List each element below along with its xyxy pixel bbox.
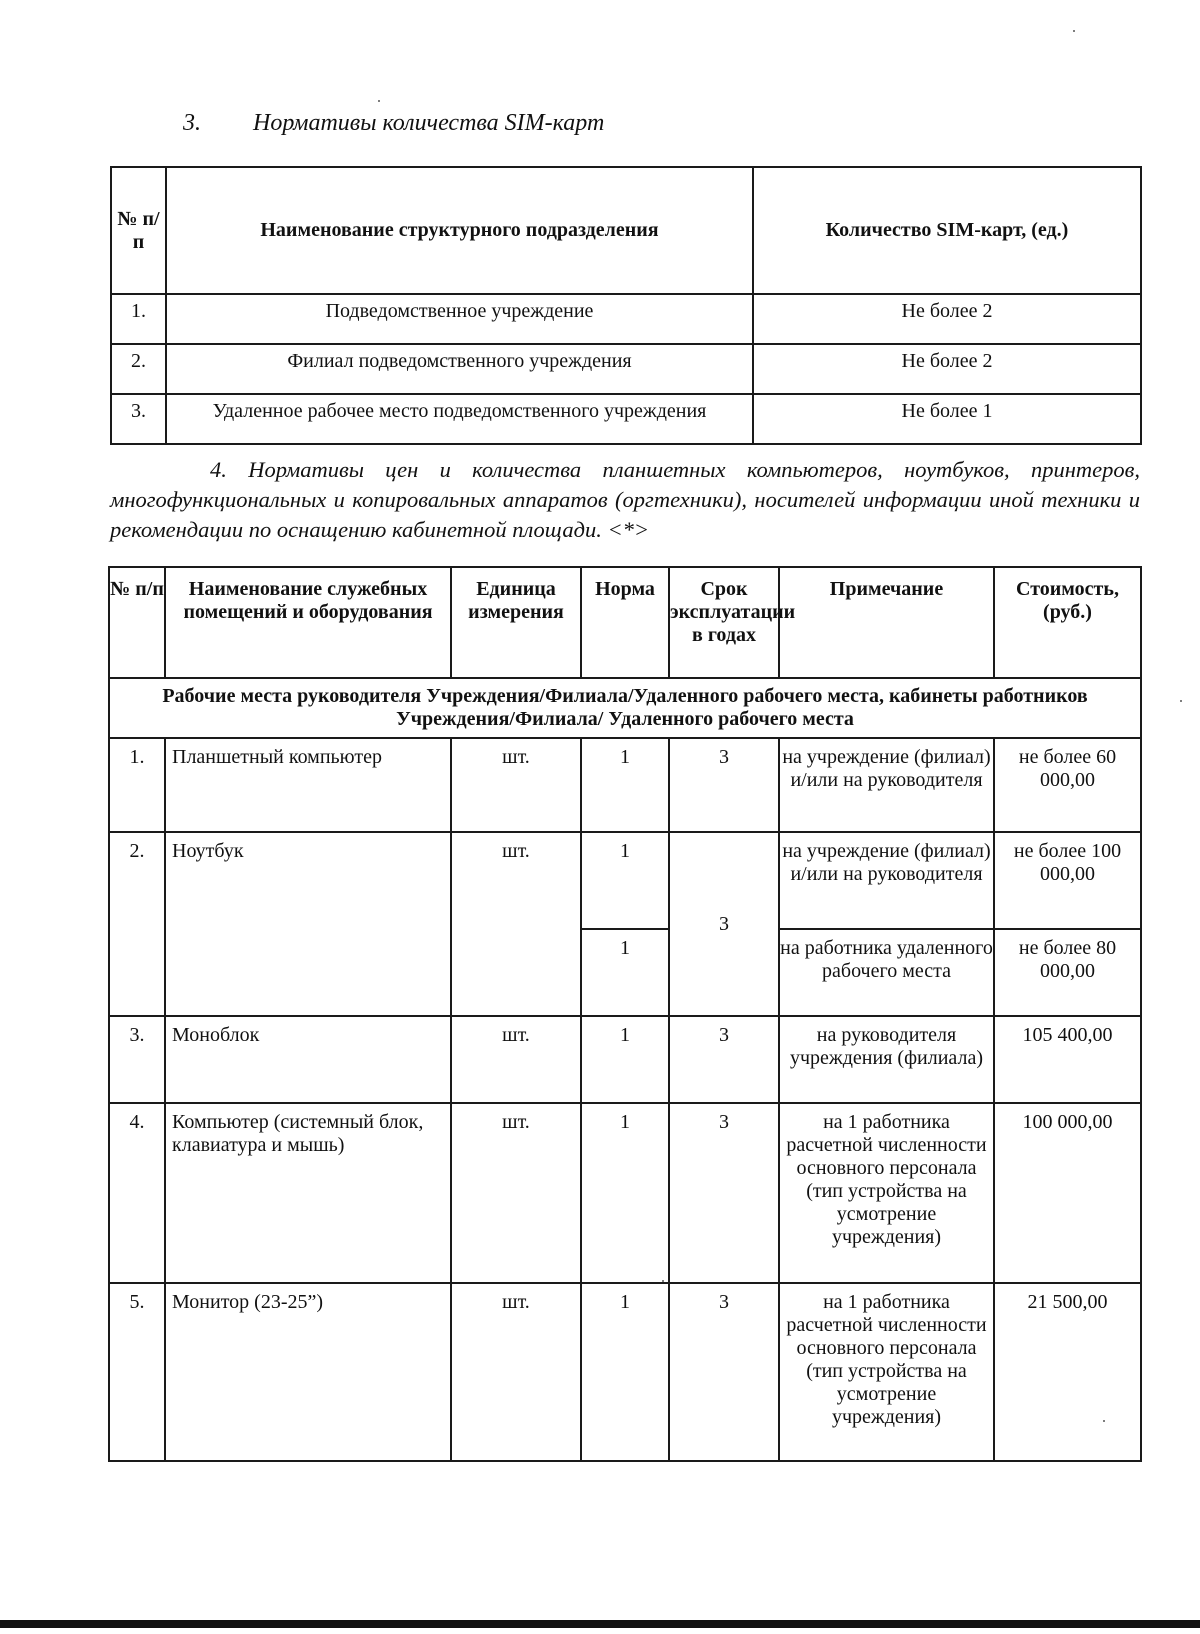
equip-term: 3 xyxy=(669,738,779,832)
equip-header-num: № п/п xyxy=(109,567,165,678)
equip-unit: шт. xyxy=(451,832,581,1016)
sim-row-name: Подведомственное учреждение xyxy=(166,294,753,344)
equipment-norms-table xyxy=(108,566,1142,1462)
equip-num: 1. xyxy=(109,738,165,832)
scan-speck xyxy=(1073,30,1075,32)
equip-cost: 21 500,00 xyxy=(994,1283,1141,1461)
sim-row-qty: Не более 2 xyxy=(753,294,1141,344)
equip-header-cost: Стоимость, (руб.) xyxy=(994,567,1141,678)
table-row xyxy=(109,1016,1141,1103)
sim-header-qty: Количество SIM-карт, (ед.) xyxy=(753,167,1141,294)
equip-note: на учреждение (филиал) и/или на руководителя xyxy=(779,832,994,929)
equip-norm: 1 xyxy=(581,1016,669,1103)
equip-term: 3 xyxy=(669,1283,779,1461)
equip-unit: шт. xyxy=(451,1016,581,1103)
sim-cards-table xyxy=(110,166,1142,445)
scan-speck xyxy=(1103,1420,1105,1422)
sim-row-qty: Не более 1 xyxy=(753,394,1141,444)
equip-header-term: Срок эксплуатации в годах xyxy=(669,567,779,678)
equip-unit: шт. xyxy=(451,738,581,832)
table-row xyxy=(111,344,1141,394)
table-row xyxy=(111,394,1141,444)
equip-cost: 105 400,00 xyxy=(994,1016,1141,1103)
sim-header-num: № п/п xyxy=(111,167,166,294)
equip-header-name: Наименование служебных помещений и оборудования xyxy=(165,567,451,678)
section-3-heading xyxy=(183,110,604,137)
equip-unit: шт. xyxy=(451,1283,581,1461)
table-row xyxy=(111,294,1141,344)
equip-num: 3. xyxy=(109,1016,165,1103)
sim-header-name: Наименование структурного подразделения xyxy=(166,167,753,294)
section-3-title: Нормативы количества SIM-карт xyxy=(253,110,605,136)
sim-row-qty: Не более 2 xyxy=(753,344,1141,394)
section-3-number: 3. xyxy=(183,110,201,136)
sim-row-name: Удаленное рабочее место подведомственного учреждения xyxy=(166,394,753,444)
equip-norm: 1 xyxy=(581,738,669,832)
equip-cost: не более 100 000,00 xyxy=(994,832,1141,929)
equip-name: Планшетный компьютер xyxy=(165,738,451,832)
equip-section-row xyxy=(109,678,1141,738)
equip-section-title: Рабочие места руководителя Учреждения/Филиала/Удаленного рабочего места, кабинеты работников Учреждения/Филиала/ Удаленного рабочего места xyxy=(109,678,1141,738)
equip-term: 3 xyxy=(669,1103,779,1283)
equip-num: 2. xyxy=(109,832,165,1016)
sim-row-name: Филиал подведомственного учреждения xyxy=(166,344,753,394)
equip-note: на 1 работника расчетной численности основного персонала (тип устройства на усмотрение учреждения) xyxy=(779,1283,994,1461)
equip-norm: 1 xyxy=(581,1103,669,1283)
equip-term: 3 xyxy=(669,1016,779,1103)
equip-name: Монитор (23-25”) xyxy=(165,1283,451,1461)
sim-row-num: 3. xyxy=(111,394,166,444)
equip-cost: 100 000,00 xyxy=(994,1103,1141,1283)
sim-row-num: 1. xyxy=(111,294,166,344)
section-4-paragraph xyxy=(110,455,1140,545)
section-4-text: 4. Нормативы цен и количества планшетных компьютеров, ноутбуков, принтеров, многофункциональных и копировальных аппаратов (оргтехники), носителей информации иной техники и рекомендации по оснащению кабинетной площади. <*> xyxy=(110,457,1140,542)
equip-num: 4. xyxy=(109,1103,165,1283)
table-row xyxy=(109,832,1141,929)
equip-header-unit: Единица измерения xyxy=(451,567,581,678)
table-row xyxy=(109,1103,1141,1283)
equip-num: 5. xyxy=(109,1283,165,1461)
equip-note: на 1 работника расчетной численности основного персонала (тип устройства на усмотрение учреждения) xyxy=(779,1103,994,1283)
equip-norm: 1 xyxy=(581,832,669,929)
equip-term: 3 xyxy=(669,832,779,1016)
table-row xyxy=(109,1283,1141,1461)
equip-note: на работника удаленного рабочего места xyxy=(779,929,994,1016)
equip-unit: шт. xyxy=(451,1103,581,1283)
equip-header-norm: Норма xyxy=(581,567,669,678)
scan-bottom-edge xyxy=(0,1620,1200,1628)
sim-row-num: 2. xyxy=(111,344,166,394)
scan-speck xyxy=(662,1280,664,1282)
equip-name: Ноутбук xyxy=(165,832,451,1016)
scan-speck xyxy=(1180,700,1182,702)
equip-name: Моноблок xyxy=(165,1016,451,1103)
equip-name: Компьютер (системный блок, клавиатура и мышь) xyxy=(165,1103,451,1283)
sim-table-header-row xyxy=(111,167,1141,294)
equip-note: на учреждение (филиал) и/или на руководителя xyxy=(779,738,994,832)
equip-cost: не более 80 000,00 xyxy=(994,929,1141,1016)
scan-speck xyxy=(378,100,380,102)
equip-cost: не более 60 000,00 xyxy=(994,738,1141,832)
equip-norm: 1 xyxy=(581,929,669,1016)
equip-note: на руководителя учреждения (филиала) xyxy=(779,1016,994,1103)
equip-norm: 1 xyxy=(581,1283,669,1461)
equip-header-note: Примечание xyxy=(779,567,994,678)
equip-table-header-row xyxy=(109,567,1141,678)
table-row xyxy=(109,738,1141,832)
